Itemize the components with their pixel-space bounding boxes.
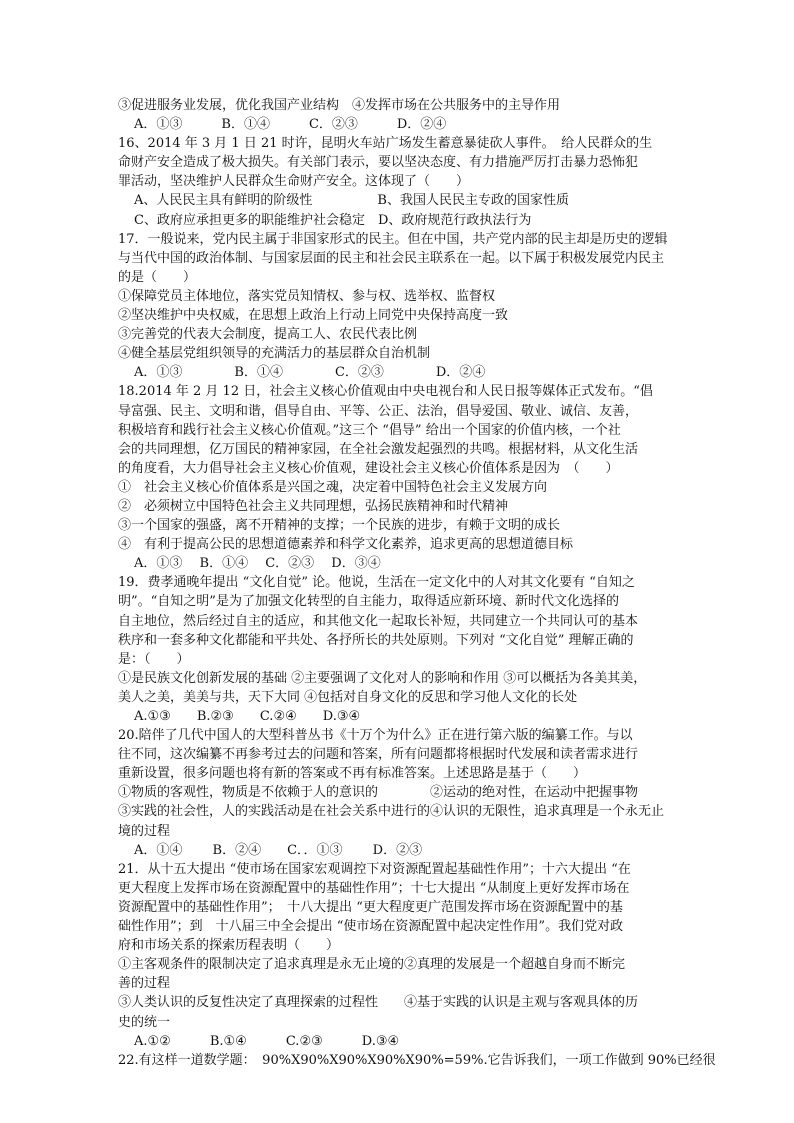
question-text: 导富强、民主、文明和谐，倡导自由、平等、公正、法治，倡导爱国、敬业、诚信、友善， xyxy=(118,403,639,419)
answer-options: A.①③ B.②③ C.②④ D.③④ xyxy=(134,709,361,724)
option-text: ①物质的客观性，物质是不依赖于人的意识的 ②运动的绝对性，在运动中把握事物 xyxy=(118,785,639,801)
answer-options: A．①③ B．①④ C．②③ D．②④ xyxy=(134,365,486,381)
option-text: ①保障党员主体地位，落实党员知情权、参与权、选举权、监督权 xyxy=(118,288,496,304)
option-text: 善的过程 xyxy=(118,976,171,992)
question-text: 是：（ ） xyxy=(118,651,190,667)
question-text: 会的共同理想，亿万国民的精神家园，在全社会激发起强烈的共鸣。根据材料，从文化生活 xyxy=(118,441,639,457)
question-text: 与当代中国的政治体制、与国家层面的民主和社会民主联系在一起。以下属于积极发展党内民主 xyxy=(118,250,665,266)
question-text: 命财产安全造成了极大损失。有关部门表示，要以坚决态度、有力措施严厉打击暴力恐怖犯 xyxy=(118,155,639,171)
answer-options: A.①② B.①④ C.②③ D.③④ xyxy=(134,1033,400,1049)
answer-options: A．①④ B．②④ C．．①③ D．②③ xyxy=(134,842,423,858)
question-text: 自主地位，然后经过自主的适应，和其他文化一起取长补短，共同建立一个共同认可的基本 xyxy=(118,613,639,629)
question-text: 础性作用”；到 十八届三中全会提出 “使市场在资源配置中起决定性作用”。我们党对政 xyxy=(118,919,624,935)
question-text: 更大程度上发挥市场在资源配置中的基础性作用”；十七大提出 “从制度上更好发挥市场在 xyxy=(118,880,630,896)
option-text: ①主客观条件的限制决定了追求真理是永无止境的②真理的发展是一个超越自身而不断完 xyxy=(118,957,626,973)
question-text: 秩序和一套多种文化都能和平共处、各抒所长的共处原则。下列对 “文化自觉” 理解正确的 xyxy=(118,632,634,648)
question-text: 明”。“自知之明”是为了加强文化转型的自主能力，取得适应新环境、新时代文化选择的 xyxy=(118,594,619,610)
question-20: 20.陪伴了几代中国人的大型科普丛书《十万个为什么》正在进行第六版的编纂工作。与以 xyxy=(118,728,633,744)
exam-page xyxy=(118,96,716,1070)
question-text: 资源配置中的基础性作用”； 十八大提出 “更大程度更广范围发挥市场在资源配置中的基 xyxy=(118,899,623,915)
option-text: 史的统一 xyxy=(118,1014,171,1030)
question-16: 16、2014 年 3 月 1 日 21 时许，昆明火车站广场发生蓄意暴徒砍人事件。 给人民群众的生 xyxy=(118,136,653,152)
answer-options: A、人民民主具有鲜明的阶级性 B、我国人民民主专政的国家性质 xyxy=(134,193,569,209)
question-text: 的角度看，大力倡导社会主义核心价值观，建设社会主义核心价值体系是因为 （ ） xyxy=(118,460,619,476)
question-text: 罪活动，坚决维护人民群众生命财产安全。这体现了（ ） xyxy=(118,174,470,190)
question-text: 积极培育和践行社会主义核心价值观。”这三个 “倡导” 给出一个国家的价值内核，一个社 xyxy=(118,422,621,438)
question-21: 21．从十五大提出 “使市场在国家宏观调控下对资源配置起基础性作用”；十六大提出 “在 xyxy=(118,861,631,877)
question-text: 重新设置，很多问题也将有新的答案或不再有标准答案。上述思路是基于（ ） xyxy=(118,766,587,782)
option-text: ② 必须树立中国特色社会主义共同理想，弘扬民族精神和时代精神 xyxy=(118,498,509,514)
question-text: 府和市场关系的探索历程表明（ ） xyxy=(118,938,340,954)
question-22: 22.有这样一道数学题： 90%X90%X90%X90%X90%=59%.它告诉我们，一项工作做到 90%已经很 xyxy=(118,1052,716,1068)
option-text: ②坚决维护中央权威，在思想上政治上行动上同党中央保持高度一致 xyxy=(118,308,509,324)
answer-options: C、政府应承担更多的职能维护社会稳定 D、政府规范行政执法行为 xyxy=(134,212,532,228)
option-text: ① 社会主义核心价值体系是兴国之魂，决定着中国特色社会主义发展方向 xyxy=(118,479,548,495)
question-text: 的是（ ） xyxy=(118,269,197,285)
option-text: 美人之美，美美与共，天下大同 ④包括对自身文化的反思和学习他人文化的长处 xyxy=(118,689,578,705)
question-18: 18.2014 年 2 月 12 日，社会主义核心价值观由中央电视台和人民日报等媒体正式发布。“倡 xyxy=(118,384,653,400)
option-text: ③完善党的代表大会制度，提高工人、农民代表比例 xyxy=(118,327,418,343)
option-text: 境的过程 xyxy=(118,823,171,839)
question-text: 往不同，这次编纂不再参考过去的问题和答案，所有问题都将根据时代发展和读者需求进行 xyxy=(118,747,639,763)
option-text: ③促进服务业发展，优化我国产业结构 ④发挥市场在公共服务中的主导作用 xyxy=(118,98,561,113)
question-19: 19．费孝通晚年提出 “文化自觉” 论。他说，生活在一定文化中的人对其文化要有 “自知之 xyxy=(118,575,635,591)
option-text: ①是民族文化创新发展的基础 ②主要强调了文化对人的影响和作用 ③可以概括为各美其美， xyxy=(118,670,647,686)
option-text: ③人类认识的反复性决定了真理探索的过程性 ④基于实践的认识是主观与客观具体的历 xyxy=(118,995,639,1011)
option-text: ③实践的社会性，人的实践活动是在社会关系中进行的④认识的无限性，追求真理是一个永无止 xyxy=(118,804,665,820)
answer-options: A．①③ B．①④ C．②③ D．②④ xyxy=(134,117,447,133)
option-text: ④ 有利于提高公民的思想道德素养和科学文化素养，追求更高的思想道德目标 xyxy=(118,537,574,553)
option-text: ④健全基层党组织领导的充满活力的基层群众自治机制 xyxy=(118,346,431,362)
option-text: ③一个国家的强盛，离不开精神的支撑；一个民族的进步，有赖于文明的成长 xyxy=(118,518,561,534)
answer-options: A．①③ B．①④ C．②③ D．③④ xyxy=(134,556,381,572)
question-17: 17．一般说来，党内民主属于非国家形式的民主。但在中国，共产党内部的民主却是历史的逻辑 xyxy=(118,231,668,247)
